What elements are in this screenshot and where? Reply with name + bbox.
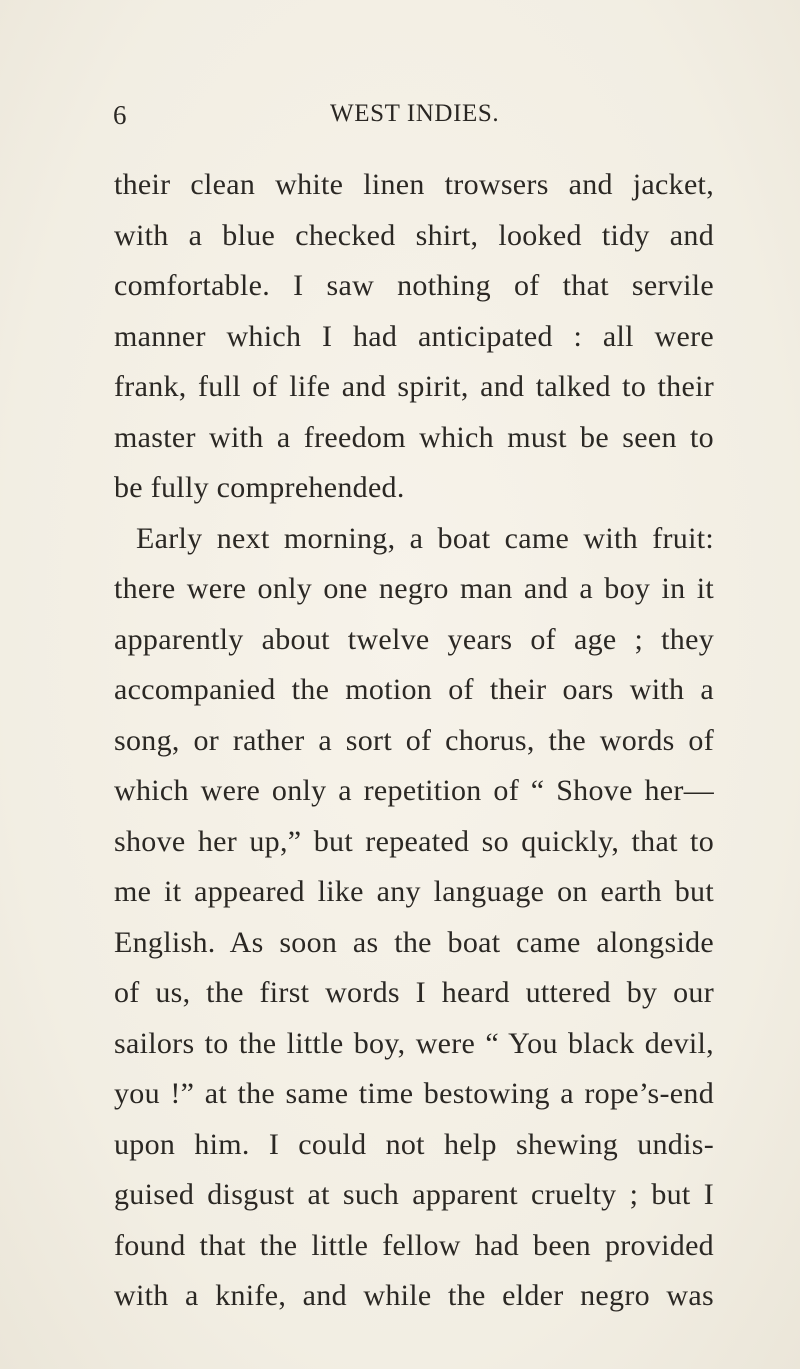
text-line: apparently about twelve years of age ; they [114,622,714,656]
text-line: there were only one negro man and a boy in it [114,572,714,605]
body-text [114,160,714,1322]
text-line: of us, the first words I heard uttered by our [114,976,714,1009]
text-line: manner which I had anticipated : all were [114,319,714,353]
text-line: frank, full of life and spirit, and talked to their [114,370,714,403]
text-line: which were only a repetition of “ Shove her— [114,774,714,807]
text-line: me it appeared like any language on earth but [114,875,714,908]
text-line: be fully comprehended. [114,471,405,504]
text-line: sailors to the little boy, were “ You black devil, [114,1026,714,1060]
text-line: with a blue checked shirt, looked tidy and [114,218,714,252]
page-header [0,100,800,140]
text-line: shove her up,” but repeated so quickly, that to [114,824,714,858]
text-line: comfortable. I saw nothing of that servile [114,269,714,302]
text-line: master with a freedom which must be seen to [114,420,714,454]
text-line: you !” at the same time bestowing a rope’s-end [114,1077,714,1110]
text-line: accompanied the motion of their oars with a [114,673,714,706]
text-line: guised disgust at such apparent cruelty ; but I [114,1178,714,1211]
running-head: WEST INDIES. [330,100,500,127]
text-line: English. As soon as the boat came alongside [114,925,714,959]
text-line: upon him. I could not help shewing undis- [114,1127,714,1161]
text-line: song, or rather a sort of chorus, the words of [114,723,714,757]
text-line: their clean white linen trowsers and jacket, [114,168,714,201]
text-line: with a knife, and while the elder negro was [114,1279,714,1312]
text-line: found that the little fellow had been provided [114,1228,714,1262]
page-number: 6 [113,100,127,130]
text-line: Early next morning, a boat came with fruit: [136,521,714,555]
